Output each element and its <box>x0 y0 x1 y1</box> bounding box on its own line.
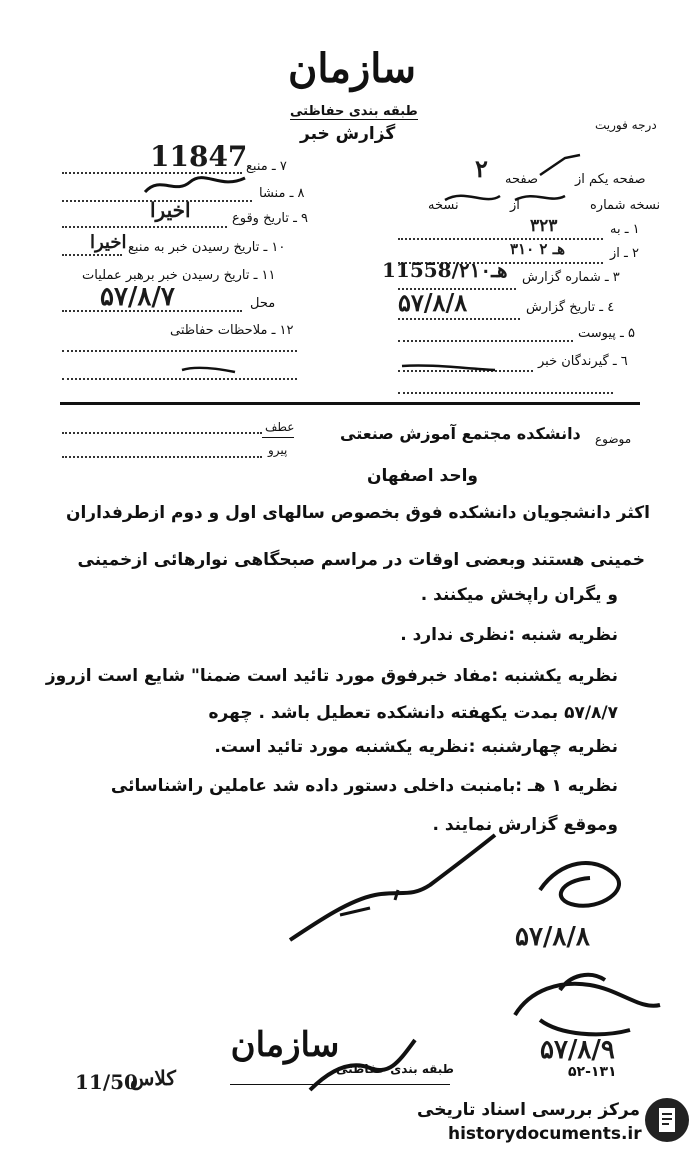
header-stamp: سازمان <box>287 45 416 92</box>
footer-stamp-underline <box>230 1084 450 1085</box>
field-occurrence-line <box>62 226 227 228</box>
body-line-6: ۵۷/۸/۷ بمدت یکهفته دانشکده تعطیل باشد . چهره <box>208 703 618 723</box>
field-occurrence-value: اخیرا <box>150 198 191 222</box>
field-page-label: صفحه یکم از <box>575 172 646 187</box>
body-line-4: نظریه شنبه :نظری ندارد . <box>400 625 618 645</box>
classification-bottom: طبقه بندی حفاظتی <box>336 1062 454 1076</box>
signature-middle <box>280 830 510 950</box>
field-source-label: ۷ ـ منبع <box>246 159 287 174</box>
field-source-value: 11847 <box>150 140 248 173</box>
field-occurrence-label: ۹ ـ تاریخ وقوع <box>232 211 309 226</box>
doc-code: ۵۲-۱۳۱ <box>568 1064 617 1080</box>
watermark-logo <box>645 1098 689 1142</box>
body-line-1: اکثر دانشجویان دانشکده فوق بخصوص سالهای اول و دوم ازطرفداران <box>65 503 650 523</box>
field-attachment-line <box>398 340 573 342</box>
body-line-5: نظریه یکشنبه :مفاد خبرفوق مورد تائید است ضمنا" شایع است ازروز <box>45 666 618 686</box>
field-copy-label: نسخه شماره <box>590 198 661 213</box>
field-received-source-label: ۱۰ ـ تاریخ رسیدن خبر به منبع <box>128 240 286 255</box>
field-security-line-1 <box>62 350 297 352</box>
field-recipients-label: ٦ ـ گیرندگان خبر <box>538 354 628 369</box>
field-from-value: ۳۱۰ هـ ۲ <box>510 240 565 258</box>
field-page-scribble <box>535 150 585 180</box>
body-line-8: نظریه ۱ هـ :بامنبت داخلی دستور داده شد عاملین راشناسائی <box>110 776 618 796</box>
document-icon <box>645 1098 689 1142</box>
body-line-2: خمینی هستند وبعضی اوقات در مراسم صبحگاهی نوارهائی ازخمینی <box>77 550 645 570</box>
bottom-left-number: 11/50 <box>75 1070 138 1094</box>
urgency-label: درجه فوریت <box>595 118 657 132</box>
field-from-label: ۲ ـ از <box>610 246 639 261</box>
field-to-line <box>398 238 603 240</box>
field-security-mark <box>180 360 240 380</box>
field-recipients-mark <box>400 360 500 380</box>
signature-date-1: ۵۷/۸/۸ <box>515 922 590 952</box>
field-received-source-value: اخیرا <box>90 232 127 253</box>
footer-stamp: سازمان <box>230 1025 340 1065</box>
field-origin-label: ۸ ـ منشا <box>259 186 305 201</box>
field-page-mid: صفحه <box>505 172 538 187</box>
field-received-source-line <box>62 254 122 256</box>
watermark-url: historydocuments.ir <box>448 1124 642 1144</box>
field-copy-scribble <box>440 186 570 210</box>
field-report-date-value: ۵۷/۸/۸ <box>398 288 468 317</box>
body-unit: واحد اصفهان <box>367 466 478 486</box>
signature-date-2: ۵۷/۸/۹ <box>540 1035 615 1065</box>
field-location-label: محل <box>250 296 276 311</box>
field-received-leader-label: ۱۱ ـ تاریخ رسیدن خبر برهبر عملیات <box>82 268 276 283</box>
right-extra-line <box>398 392 613 394</box>
peyro-line <box>62 456 262 458</box>
atf-peyro-divider <box>262 437 294 438</box>
field-copy-mid: از <box>510 198 520 213</box>
body-line-9: وموقع گزارش نمایند . <box>432 815 618 835</box>
peyro-label: پیرو <box>268 443 288 457</box>
atf-line <box>62 432 262 434</box>
field-copy-end: نسخه <box>428 198 459 213</box>
field-report-no-value: 11558/۲۱۰هـ <box>382 258 508 282</box>
field-report-no-label: ۳ ـ شماره گزارش <box>522 270 620 285</box>
field-page-value: ۲ <box>475 154 488 183</box>
subject-label: موضوع <box>595 432 632 446</box>
atf-label: عطف <box>265 420 295 434</box>
field-attachment-label: ۵ ـ پیوست <box>578 326 635 341</box>
header-divider <box>60 402 640 405</box>
bottom-left-word: کلاس <box>130 1066 176 1090</box>
watermark-title: مرکز بررسی اسناد تاریخی <box>417 1100 640 1120</box>
field-location-line <box>62 310 242 312</box>
signature-right-top <box>520 850 670 930</box>
body-line-7: نظریه چهارشنبه :نظریه یکشنبه مورد تائید است. <box>214 737 618 757</box>
field-to-label: ۱ ـ به <box>610 222 640 237</box>
field-report-date-line <box>398 318 520 320</box>
classification-top: طبقه بندی حفاظتی <box>290 104 418 119</box>
field-security-label: ۱۲ ـ ملاحظات حفاظتی <box>170 323 294 338</box>
field-origin-scribble <box>140 170 250 200</box>
field-to-value: ۳۲۳ <box>530 216 558 236</box>
body-line-3: و یگران راپخش میکنند . <box>420 585 618 605</box>
field-report-date-label: ٤ ـ تاریخ گزارش <box>526 300 615 315</box>
subject-text: دانشکده مجتمع آموزش صنعتی <box>340 424 581 443</box>
page-title: گزارش خبر <box>300 124 396 144</box>
field-location-value: ۵۷/۸/۷ <box>100 282 175 312</box>
